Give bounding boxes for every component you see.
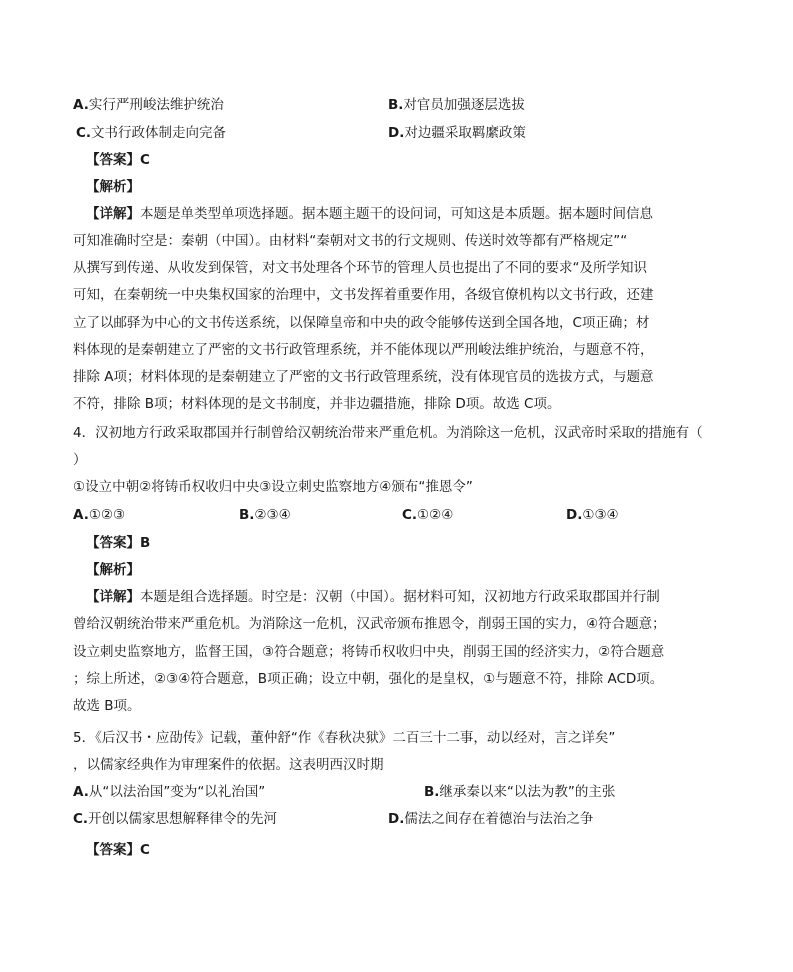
option-letter: B.: [239, 507, 255, 523]
detail-text: 本题是组合选择题。时空是：汉朝（中国）。据材料可知，汉初地方行政采取郡国并行制: [140, 589, 660, 605]
q3-option-c: [76, 124, 226, 142]
q4-detail-line-1: [86, 588, 660, 606]
detail-tag: 【详解】: [86, 589, 140, 605]
option-letter: C.: [73, 811, 89, 827]
q5-option-a: [73, 783, 265, 801]
option-letter: D.: [388, 125, 405, 141]
answer-tag: 【答案】: [86, 152, 140, 168]
q3-detail-line-3: 从撰写到传递、从收发到保管，对文书处理各个环节的管理人员也提出了不同的要求“及所学知识: [73, 260, 647, 276]
q4-analysis-tag: 【解析】: [86, 562, 140, 578]
option-text: ①②③: [88, 507, 126, 523]
option-text: ②③④: [254, 507, 291, 523]
answer-tag: 【答案】: [86, 535, 140, 551]
option-letter: A.: [73, 97, 89, 113]
q5-option-d: [388, 810, 593, 828]
answer-value: C: [140, 152, 150, 168]
q3-detail-line-7: 排除 A项；材料体现的是秦朝建立了严密的文书行政管理系统，没有体现官员的选拔方式，与题意: [73, 369, 654, 385]
q3-option-a: [73, 96, 224, 114]
q3-answer: [86, 151, 150, 169]
q3-analysis-tag: 【解析】: [86, 179, 140, 195]
q4-items: ①设立中朝②将铸币权收归中央③设立刺史监察地方④颁布“推恩令”: [73, 479, 473, 495]
option-text: 实行严刑峻法维护统治: [88, 97, 224, 113]
q5-stem-line-1: 5．《后汉书・应劭传》记载，董仲舒“作《春秋决狱》二百三十二事，动以经对，言之详矣”: [73, 730, 616, 746]
q5-option-c: [73, 810, 277, 828]
option-letter: B.: [388, 97, 404, 113]
q4-option-d: [566, 506, 619, 524]
q4-stem-line-1: 4．汉初地方行政采取郡国并行制曾给汉朝统治带来严重危机。为消除这一危机，汉武帝时采取的措施有（: [73, 425, 703, 441]
option-letter: C.: [76, 125, 92, 141]
q3-option-b: [388, 96, 525, 114]
q5-stem-line-2: ，以儒家经典作为审理案件的依据。这表明西汉时期: [73, 757, 384, 773]
detail-text: 本题是单类型单项选择题。据本题主题干的设问词，可知这是本质题。据本题时间信息: [140, 206, 653, 222]
option-text: 开创以儒家思想解释律令的先河: [88, 811, 278, 827]
q5-answer: [86, 841, 150, 859]
q4-detail-line-5: 故选 B项。: [73, 698, 141, 714]
answer-value: B: [140, 535, 151, 551]
q3-detail-line-6: 料体现的是秦朝建立了严密的文书行政管理系统，并不能体现以严刑峻法维护统治，与题意不符，: [73, 342, 654, 358]
q5-option-b: [424, 783, 615, 801]
answer-value: C: [140, 842, 150, 858]
option-text: ①②④: [417, 507, 454, 523]
q4-detail-line-2: 曾给汉朝统治带来严重危机。为消除这一危机，汉武帝颁布推恩令，削弱王国的实力，④符合题意；: [73, 616, 666, 632]
q3-detail-line-4: 可知，在秦朝统一中央集权国家的治理中，文书发挥着重要作用，各级官僚机构以文书行政，还建: [73, 287, 654, 303]
q4-detail-line-3: 设立刺史监察地方，监督王国，③符合题意；将铸币权收归中央，削弱王国的经济实力，②符合题意: [73, 644, 665, 660]
option-letter: D.: [388, 811, 405, 827]
q3-option-d: [388, 124, 526, 142]
detail-tag: 【详解】: [86, 206, 140, 222]
q4-detail-line-4: ；综上所述，②③④符合题意，B项正确；设立中朝，强化的是皇权，①与题意不符，排除 ACD项。: [73, 671, 664, 687]
q3-detail-line-2: 可知准确时空是：秦朝（中国）。由材料“秦朝对文书的行文规则、传送时效等都有严格规定”“: [73, 233, 628, 249]
q3-detail-line-5: 立了以邮驿为中心的文书传送系统，以保障皇帝和中央的政令能够传送到全国各地，C项正确；材: [73, 315, 650, 331]
option-letter: C.: [402, 507, 418, 523]
q4-option-a: [73, 506, 125, 524]
option-text: 对边疆采取羁縻政策: [404, 125, 526, 141]
option-text: 继承秦以来“以法为教”的主张: [439, 784, 616, 800]
option-letter: A.: [73, 784, 89, 800]
q3-detail-line-1: [86, 205, 653, 223]
option-text: 文书行政体制走向完备: [91, 125, 227, 141]
q4-option-c: [402, 506, 453, 524]
q4-option-b: [239, 506, 291, 524]
answer-tag: 【答案】: [86, 842, 140, 858]
option-text: 儒法之间存在着德治与法治之争: [404, 811, 594, 827]
option-text: 从“以法治国”变为“以礼治国”: [88, 784, 266, 800]
option-letter: A.: [73, 507, 89, 523]
option-letter: B.: [424, 784, 440, 800]
q3-detail-line-8: 不符，排除 B项；材料体现的是文书制度，并非边疆措施，排除 D项。故选 C项。: [73, 396, 561, 412]
q4-answer: [86, 534, 150, 552]
option-text: ①③④: [582, 507, 619, 523]
option-text: 对官员加强逐层选拔: [403, 97, 525, 113]
q4-stem-line-2: ）: [73, 452, 87, 468]
option-letter: D.: [566, 507, 583, 523]
